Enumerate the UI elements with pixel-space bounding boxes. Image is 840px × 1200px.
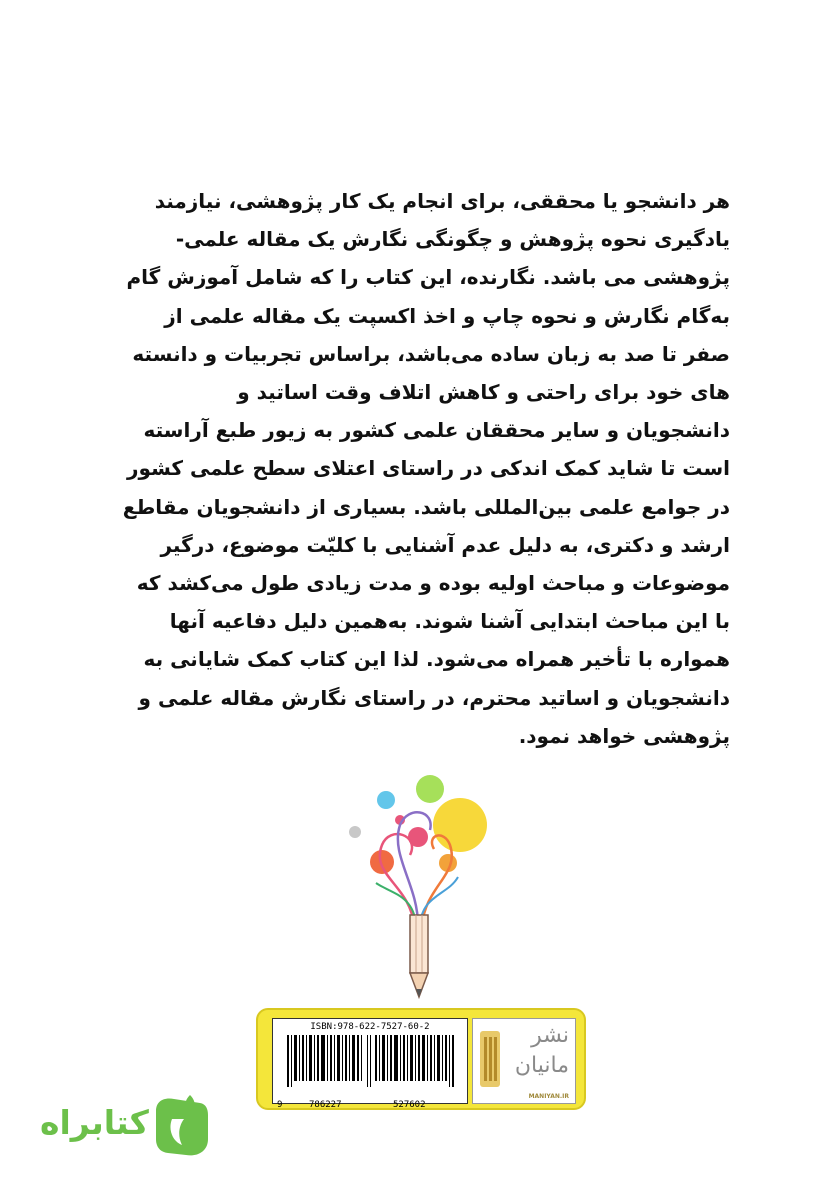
barcode-digits-right: 527602 — [393, 1100, 426, 1110]
isbn-barcode-box — [256, 1008, 586, 1110]
publisher-logo — [472, 1018, 576, 1104]
blurb-line: پژوهشی می باشد. نگارنده، این کتاب را که شامل آموزش گام — [126, 265, 730, 290]
barcode-bars — [287, 1035, 457, 1087]
back-cover-blurb — [100, 182, 730, 755]
barcode-prefix-digit: 9 — [277, 1100, 283, 1110]
blurb-line: پژوهشی خواهد نمود. — [518, 723, 730, 748]
isbn-label: ISBN:978-622-7527-60-2 — [310, 1022, 430, 1032]
blurb-line: دانشجویان و سایر محققان علمی کشور به زیور طبع آراسته — [143, 418, 730, 443]
publisher-emblem-icon — [479, 1029, 501, 1089]
blurb-line: های خود برای راحتی و کاهش اتلاف وقت اساتید و — [237, 380, 730, 405]
publisher-name-line2: مانیان — [514, 1053, 569, 1078]
barcode-digits-left: 786227 — [309, 1100, 342, 1110]
blurb-line: در جوامع علمی بین‌المللی باشد. بسیاری از دانشجویان مقاطع — [122, 494, 730, 519]
blurb-line: موضوعات و مباحث اولیه بوده و مدت زیادی طول می‌کشد که — [136, 571, 730, 596]
blurb-line: با این مباحث ابتدایی آشنا شوند. به‌همین دلیل دفاعیه آنها — [169, 609, 730, 634]
barcode-panel — [272, 1018, 468, 1110]
blurb-line: به‌گام نگارش و نحوه چاپ و اخذ اکسپت یک مقاله علمی از — [164, 303, 730, 328]
ketabrah-leaf-icon — [150, 1093, 210, 1159]
blurb-line: دانشجویان و اساتید محترم، در راستای نگارش مقاله علمی و — [138, 685, 730, 710]
blurb-line: صفر تا صد به زبان ساده می‌باشد، براساس تجربیات و دانسته — [132, 341, 730, 366]
blurb-line: هر دانشجو یا محققی، برای انجام یک کار پژوهشی، نیازمند — [154, 189, 730, 213]
ketabrah-logo — [40, 1093, 210, 1159]
blurb-line: همواره با تأخیر همراه می‌شود. لذا این کتاب کمک شایانی به — [143, 647, 730, 672]
store-name: کتابراه — [40, 1103, 149, 1142]
blurb-line: یادگیری نحوه پژوهش و چگونگی نگارش یک مقاله علمی- — [175, 227, 730, 252]
publisher-website: MANIYAN.IR — [528, 1093, 569, 1100]
blurb-line: ارشد و دکتری، به دلیل عدم آشنایی با کلیّت موضوع، درگیر — [160, 532, 730, 557]
blurb-line: است تا شاید کمک اندکی در راستای اعتلای سطح علمی کشور — [127, 456, 730, 481]
publisher-name-line1: نشر — [531, 1023, 569, 1048]
pencil-tree-illustration — [330, 765, 510, 1005]
